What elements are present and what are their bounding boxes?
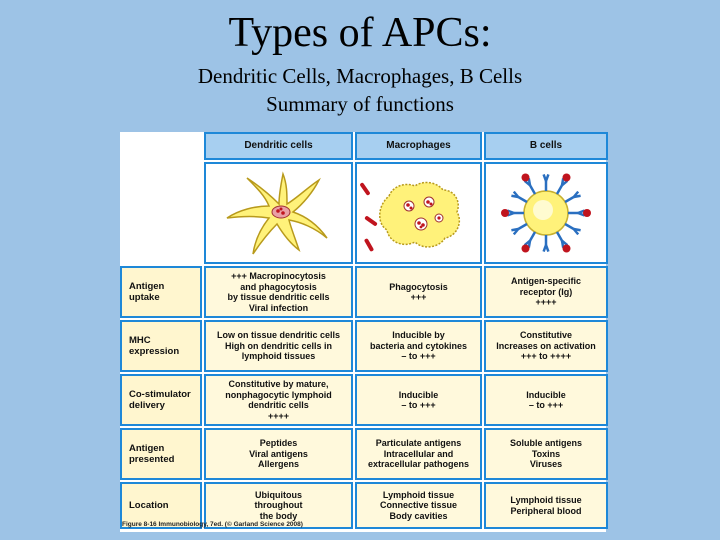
table-cell-dendritic-cells [204,374,353,426]
cell-line: Particulate antigens [375,438,462,449]
row-label [120,428,202,480]
cell-line: Phagocytosis [389,281,448,292]
cell-line: Toxins [531,448,561,459]
cell-line: Viral antigens [249,448,308,459]
table-cell-b-cells [484,428,608,480]
cell-line: by tissue dendritic cells [227,292,330,302]
cell-line: Low on tissue dendritic cells [216,330,341,341]
table-cell-macrophages [355,482,482,529]
figure-caption: Figure 8-16 Immunobiology, 7ed. (© Garland Science 2008) [122,521,303,528]
dendritic-cell-illustration [204,162,353,264]
row-label-line: uptake [129,292,160,303]
row-label-line: expression [129,346,180,357]
cell-line: Soluble antigens [509,438,582,449]
apc-table [120,132,608,529]
table-cell-dendritic-cells [204,320,353,372]
cell-line: Viral infection [248,302,309,313]
ig-receptor-icon [544,174,549,191]
illustration-blank [120,162,202,264]
slide-title: Types of APCs: [228,10,492,56]
cell-line: +++ Macropinocytosis [231,271,326,281]
cell-line: Inducible [526,389,566,400]
row-label-line: Location [129,500,169,511]
table-cell-b-cells [484,320,608,372]
ig-receptor-icon [501,209,524,217]
header-b-cells: B cells [484,132,608,160]
cell-line: ++++ [267,410,289,421]
table-cell-b-cells [484,374,608,426]
ig-receptor-icon [557,232,571,252]
cell-line: Inducible [398,389,439,400]
cell-line: Peptides [259,438,298,449]
header-dendritic-cells: Dendritic cells [204,132,353,160]
b-cell-illustration [484,162,608,264]
macrophage-illustration [355,162,482,264]
subtitle-line: Dendritic Cells, Macrophages, B Cells [197,64,523,88]
cell-line: Allergens [257,459,299,470]
row-label-line: delivery [129,400,165,411]
cell-line: nonphagocytic lymphoid [225,389,332,400]
table-cell-macrophages [355,428,482,480]
cell-line: Increases on activation [496,340,596,351]
cell-line: Constitutive [519,330,572,341]
ig-receptor-icon [522,173,536,193]
cell-line: the body [259,510,298,521]
table-cell-b-cells [484,482,608,529]
ig-receptor-icon [565,224,581,234]
ig-receptor-icon [544,235,549,252]
row-label-line: Antigen [129,281,165,292]
slide-subtitle [0,62,720,118]
ig-receptor-icon [511,224,527,234]
row-label [120,320,202,372]
cell-line: Inducible by [392,330,445,341]
ig-receptor-icon [565,192,581,202]
cell-line: – to +++ [528,400,564,410]
cell-line: Antigen-specific [510,276,581,287]
cell-line: extracellular pathogens [367,459,470,470]
ig-receptor-icon [568,209,591,217]
table-cell-b-cells [484,266,608,318]
cell-line: receptor (Ig) [519,286,573,297]
b-cell-icon [487,166,605,260]
b-cell-highlight [533,200,553,220]
cell-line: bacteria and cytokines [369,340,468,351]
cell-line: – to +++ [401,400,436,410]
cell-line: Lymphoid tissue [382,489,455,500]
header-macrophages: Macrophages [355,132,482,160]
row-label [120,266,202,318]
cell-line: Intracellular and [383,448,454,459]
table-cell-macrophages [355,266,482,318]
cell-line: High on dendritic cells in [224,340,332,351]
cell-line: ++++ [535,297,557,308]
row-label-line: MHC [129,335,151,346]
ig-receptor-icon [522,232,536,252]
table-cell-dendritic-cells [204,428,353,480]
row-label-line: Co-stimulator [129,389,191,400]
cell-line: Lymphoid tissue [510,495,582,505]
cell-line: +++ [410,292,427,302]
table-cell-dendritic-cells [204,266,353,318]
cell-line: +++ to ++++ [520,351,572,362]
cell-line: Ubiquitous [254,489,302,500]
cell-line: throughout [254,500,303,511]
table-cell-macrophages [355,320,482,372]
row-label-line: Antigen [129,443,165,454]
cell-line: lymphoid tissues [241,351,316,362]
corner-blank [120,132,202,160]
cell-line: Connective tissue [379,500,458,511]
subtitle-line: Summary of functions [266,92,454,116]
ig-receptor-icon [511,192,527,202]
cell-line: and phagocytosis [240,281,317,292]
dendritic-cell-icon [209,166,349,260]
ig-receptor-icon [557,173,571,193]
cell-line: dendritic cells [248,400,309,410]
cell-line: – to +++ [401,351,436,362]
cell-line: Constitutive by mature, [228,379,329,389]
row-label [120,374,202,426]
cell-line: Body cavities [389,510,448,521]
row-label-line: presented [129,454,175,465]
apc-summary-figure [120,132,606,532]
table-cell-macrophages [355,374,482,426]
cell-line: Peripheral blood [510,505,582,516]
cell-line: Viruses [529,459,563,470]
macrophage-icon [359,166,479,260]
